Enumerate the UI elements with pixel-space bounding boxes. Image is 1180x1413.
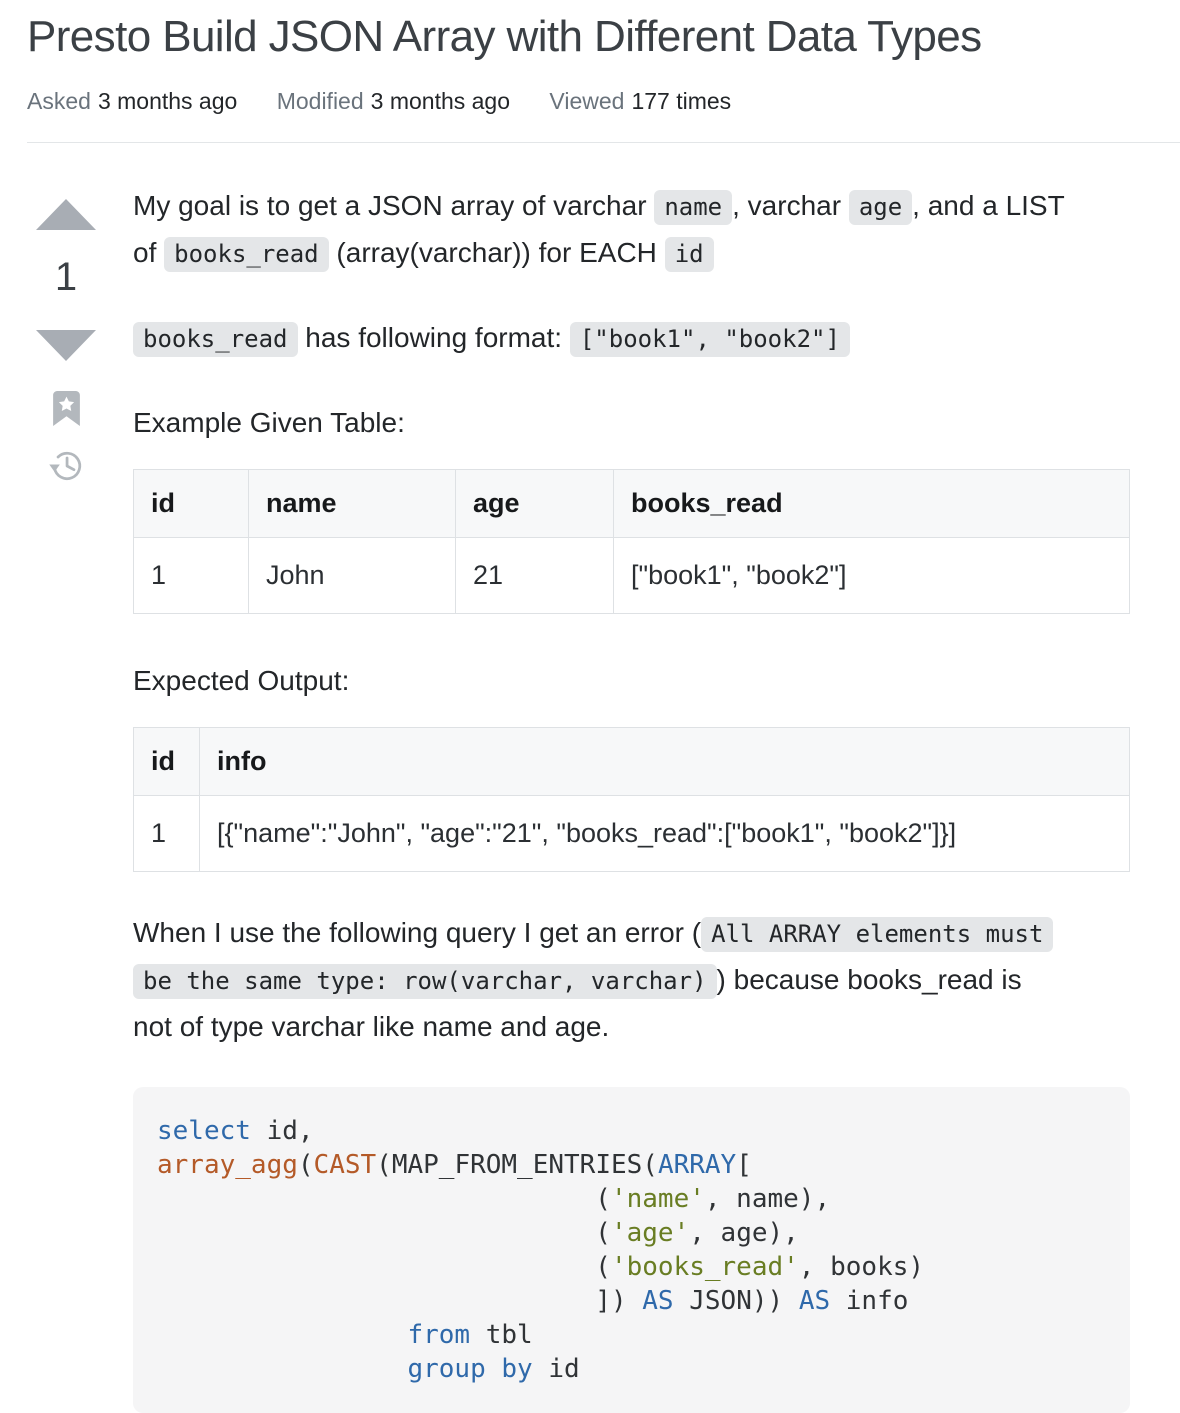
- vote-controls: [27, 183, 105, 1413]
- question-body: [133, 183, 1130, 1413]
- table-cell: 1: [134, 795, 200, 871]
- asked-value: 3 months ago: [97, 87, 238, 114]
- column-header: books_read: [614, 469, 1130, 537]
- code-line: ('name', name),: [157, 1183, 831, 1214]
- modified-label: Modified: [276, 87, 364, 114]
- meta-asked: [27, 88, 237, 114]
- table-row: [134, 795, 1130, 871]
- upvote-arrow-icon[interactable]: [36, 199, 96, 230]
- goal-paragraph: [133, 183, 1130, 277]
- inline-code: books_read: [133, 322, 298, 357]
- table-row: [134, 537, 1130, 613]
- code-line: ('age', age),: [157, 1217, 799, 1248]
- column-header: name: [249, 469, 456, 537]
- vote-count: 1: [54, 254, 78, 299]
- modified-value: 3 months ago: [370, 87, 511, 114]
- code-line: select id,: [157, 1115, 314, 1146]
- error-paragraph: [133, 910, 1130, 1049]
- expected-output-label: Expected Output:: [133, 664, 350, 696]
- history-icon[interactable]: [48, 448, 84, 484]
- text-run: ) because books_read is: [716, 963, 1022, 995]
- asked-label: Asked: [27, 87, 91, 114]
- format-paragraph: [133, 315, 1130, 362]
- text-run: not of type varchar like name and age.: [133, 1010, 610, 1042]
- expected-output-table: [133, 727, 1130, 872]
- inline-code: age: [849, 190, 912, 225]
- example-table-label: Example Given Table:: [133, 406, 405, 438]
- code-line: array_agg(CAST(MAP_FROM_ENTRIES(ARRAY[: [157, 1149, 752, 1180]
- column-header: id: [134, 727, 200, 795]
- table-cell: 1: [134, 537, 249, 613]
- text-run: When I use the following query I get an error (: [133, 916, 702, 948]
- code-line: group by id: [407, 1353, 580, 1384]
- sql-code-block: [133, 1087, 1130, 1413]
- meta-viewed: [549, 88, 731, 114]
- code-line: ]) AS JSON)) AS info: [157, 1285, 909, 1316]
- example-table: [133, 469, 1130, 614]
- viewed-label: Viewed: [549, 87, 625, 114]
- code-line: from tbl: [407, 1319, 533, 1350]
- text-run: My goal is to get a JSON array of varchar: [133, 189, 655, 221]
- code-line: ('books_read', books): [157, 1251, 925, 1282]
- column-header: info: [200, 727, 1130, 795]
- table-cell: John: [249, 537, 456, 613]
- table-cell: ["book1", "book2"]: [614, 537, 1130, 613]
- question-row: [27, 143, 1180, 1413]
- inline-code: All ARRAY elements must: [701, 917, 1053, 952]
- question-meta: [27, 88, 1180, 115]
- text-run: , varchar: [732, 189, 849, 221]
- table-cell: 21: [456, 537, 614, 613]
- column-header: age: [456, 469, 614, 537]
- question-title: Presto Build JSON Array with Different Data Types: [27, 12, 982, 61]
- inline-code: ["book1", "book2"]: [570, 322, 850, 357]
- meta-modified: [277, 88, 510, 114]
- table-header-row: [134, 469, 1130, 537]
- table-header-row: [134, 727, 1130, 795]
- bookmark-icon[interactable]: [53, 391, 80, 426]
- inline-code: be the same type: row(varchar, varchar): [133, 964, 717, 999]
- text-run: (array(varchar)) for EACH: [328, 236, 665, 268]
- table-cell: [{"name":"John", "age":"21", "books_read":["book1", "book2"]}]: [200, 795, 1130, 871]
- downvote-arrow-icon[interactable]: [36, 330, 96, 361]
- text-run: has following format:: [297, 321, 570, 353]
- inline-code: books_read: [164, 237, 329, 272]
- text-run: of: [133, 236, 165, 268]
- inline-code: id: [665, 237, 714, 272]
- column-header: id: [134, 469, 249, 537]
- text-run: , and a LIST: [912, 189, 1065, 221]
- inline-code: name: [654, 190, 732, 225]
- viewed-value: 177 times: [631, 87, 732, 114]
